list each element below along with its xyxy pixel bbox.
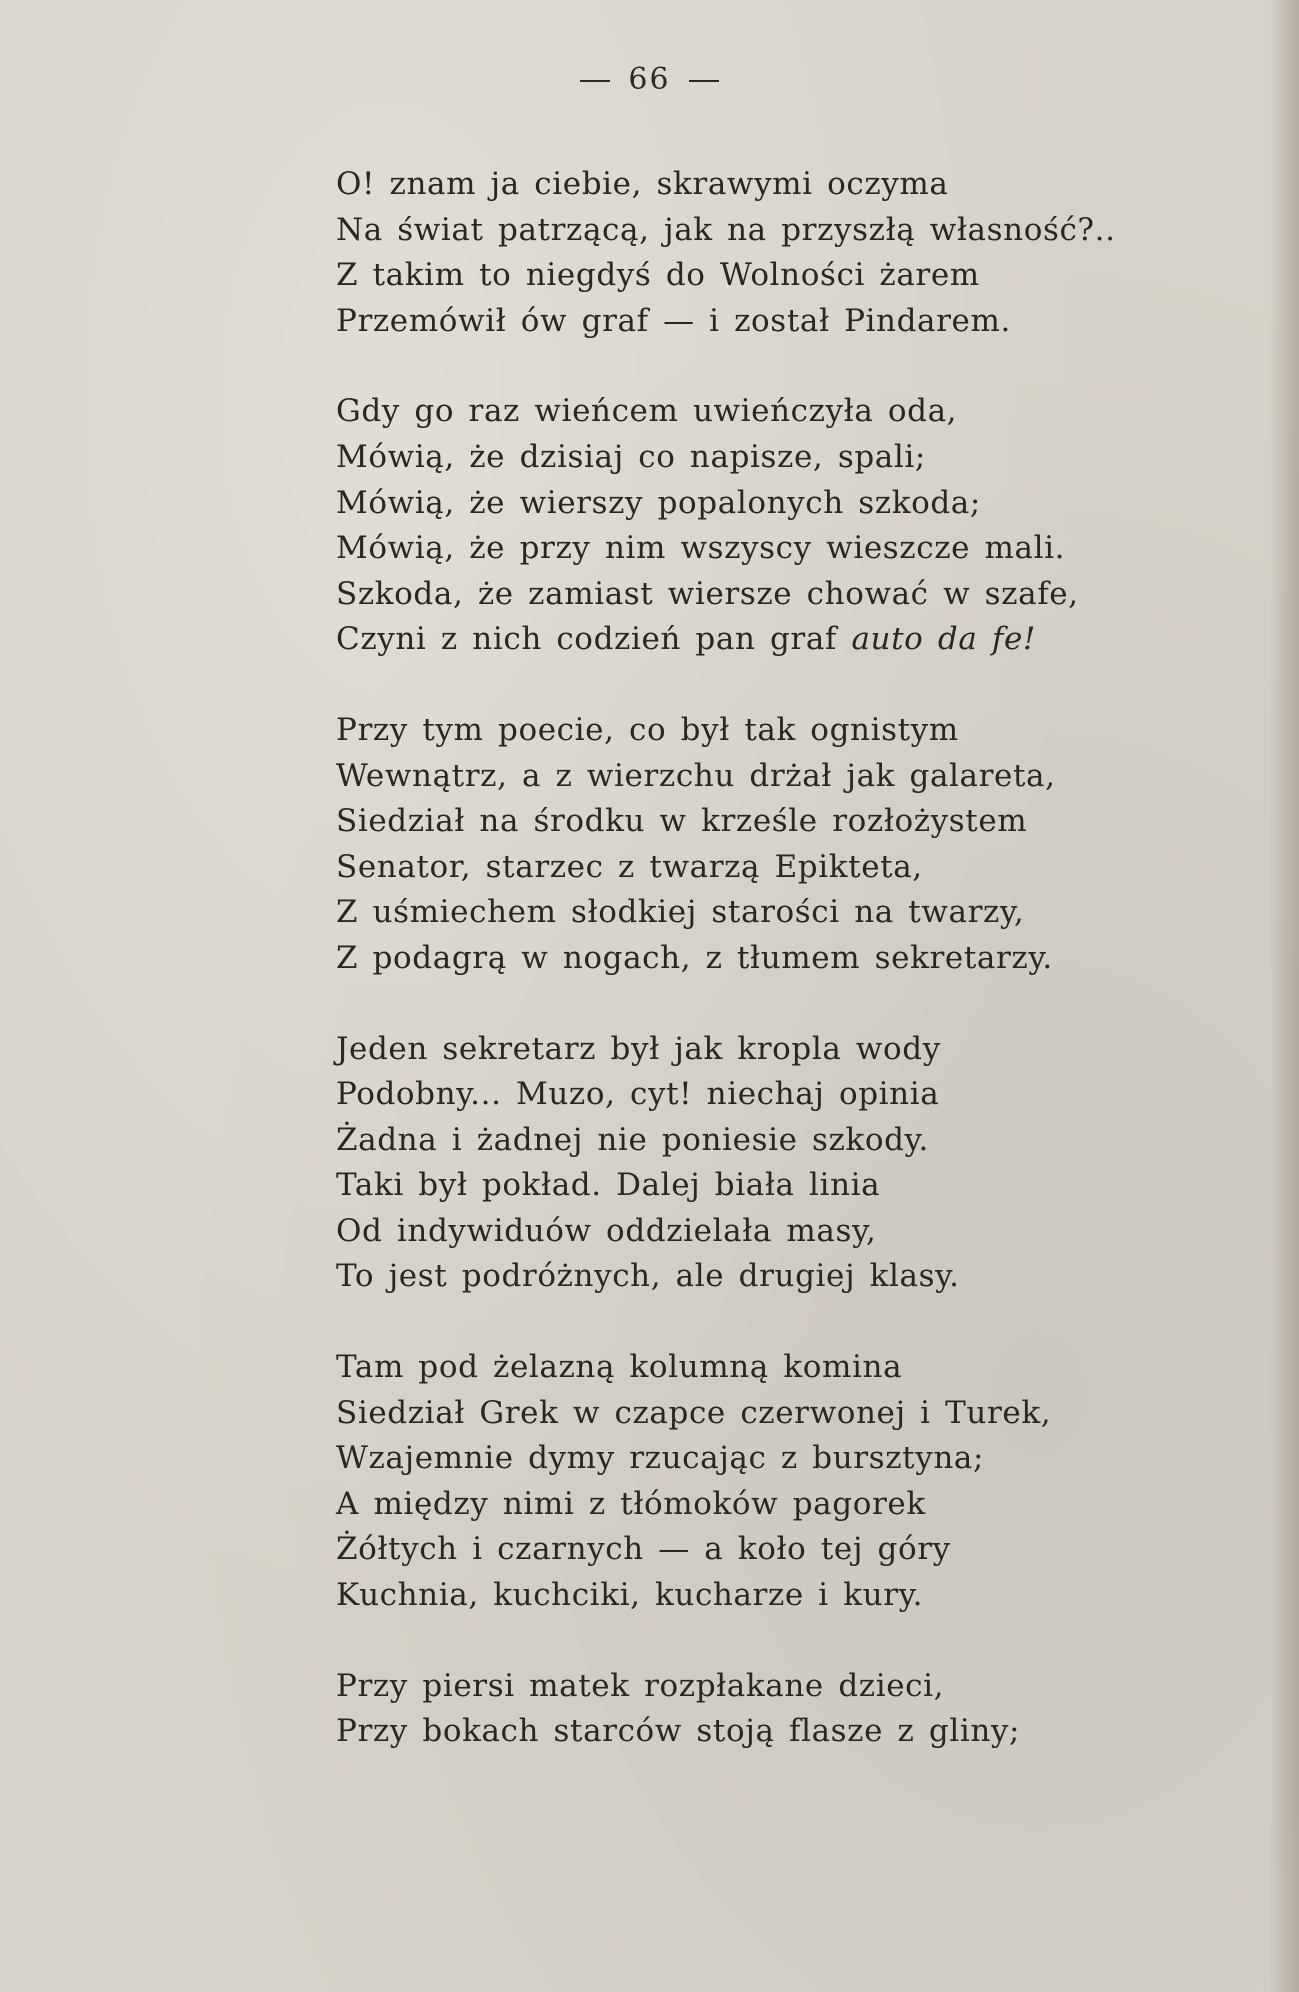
verse-line: Gdy go raz wieńcem uwieńczyła oda,	[336, 393, 958, 430]
stanza-1	[336, 162, 1136, 344]
stanza-2	[336, 389, 1136, 663]
page-number-value: 66	[628, 62, 671, 97]
verse-line: Z uśmiechem słodkiej starości na twarzy,	[336, 894, 1025, 931]
verse-line: Na świat patrzącą, jak na przyszłą własność?..	[336, 211, 1116, 248]
stanza-5	[336, 1345, 1136, 1619]
verse-line: Z podagrą w nogach, z tłumem sekretarzy.	[336, 939, 1053, 976]
verse-line: A między nimi z tłómoków pagorek	[336, 1485, 926, 1522]
verse-line: Taki był pokład. Dalej biała linia	[336, 1167, 881, 1204]
stanza-4	[336, 1027, 1136, 1301]
verse-line: Przemówił ów graf — i został Pindarem.	[336, 302, 1011, 339]
verse-line: To jest podróżnych, ale drugiej klasy.	[336, 1258, 960, 1295]
verse-line: Przy bokach starców stoją flasze z gliny;	[336, 1713, 1021, 1750]
stanza-6	[336, 1664, 1136, 1755]
verse-line: Mówią, że przy nim wszyscy wieszcze mali.	[336, 530, 1066, 567]
verse-line: Siedział na środku w krześle rozłożystem	[336, 803, 1028, 840]
stanza-3	[336, 708, 1136, 982]
verse-line: Żadna i żadnej nie poniesie szkody.	[336, 1121, 929, 1158]
italic-phrase: auto da fe!	[851, 621, 1036, 658]
verse-line: Podobny... Muzo, cyt! niechaj opinia	[336, 1076, 940, 1113]
verse-line: Od indywiduów oddzielała masy,	[336, 1212, 877, 1249]
verse-line: Z takim to niegdyś do Wolności żarem	[336, 257, 980, 294]
verse-line: Siedział Grek w czapce czerwonej i Turek,	[336, 1394, 1052, 1431]
verse-line: Mówią, że wierszy popalonych szkoda;	[336, 484, 981, 521]
page-number-dash-left	[580, 80, 610, 82]
page-number-dash-right	[689, 80, 719, 82]
page-number	[0, 62, 1299, 97]
verse-line: Senator, starzec z twarzą Epikteta,	[336, 848, 923, 885]
verse-line: Wewnątrz, a z wierzchu drżał jak galareta,	[336, 757, 1056, 794]
verse-line: Kuchnia, kuchciki, kucharze i kury.	[336, 1577, 924, 1614]
verse-line: Szkoda, że zamiast wiersze chować w szafe,	[336, 575, 1079, 612]
verse-line: Wzajemnie dymy rzucając z bursztyna;	[336, 1440, 985, 1477]
verse-line-with-italic	[336, 617, 1136, 663]
verse-line: Mówią, że dzisiaj co napisze, spali;	[336, 438, 926, 475]
verse-line: Tam pod żelazną kolumną komina	[336, 1349, 903, 1386]
page-gutter-shadow	[1269, 0, 1299, 1992]
verse-line-prefix: Czyni z nich codzień pan graf	[336, 621, 837, 658]
verse-line: Żółtych i czarnych — a koło tej góry	[336, 1531, 951, 1568]
verse-line: Przy tym poecie, co był tak ognistym	[336, 711, 959, 748]
verse-line: Przy piersi matek rozpłakane dzieci,	[336, 1667, 945, 1704]
poem-body	[336, 162, 1136, 1800]
verse-line: O! znam ja ciebie, skrawymi oczyma	[336, 166, 949, 202]
verse-line: Jeden sekretarz był jak kropla wody	[336, 1030, 941, 1067]
